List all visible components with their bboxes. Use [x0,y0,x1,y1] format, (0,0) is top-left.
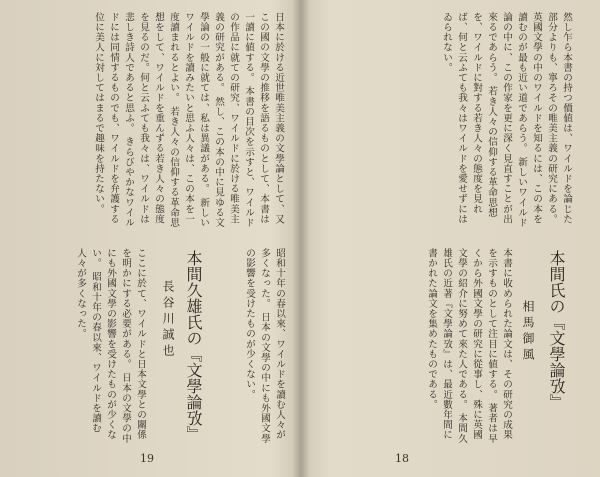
right-page-top-text: 然し乍ら本書の持つ價値は、ワイルドを論じた部分よりも、寧ろその唯美主義の研究にある。 英國文學の中のワイルドを知るには、この本を讀むのが最も近い道であらう。 新しいワイルド論の中に、この作家を更に深く見直すことが出來るであらう。 若き人々の信仰する革命思想を、ワイルドに對する若き人々の態度を見れば、何と云ふても我々はワイルドを愛せずにはゐられない。 [441,12,572,228]
right-review-author: 相馬御風 [521,300,535,364]
right-review-title: 本間氏の『文學論攷』 [547,250,566,410]
right-page-bottom-text: 本書に收められた論文は、その研究の成果を示すものとして注目に値する。 著者は早くから外國文學の研究に從事し、殊に英國文學の紹介に努めて來た人である。 本間久雄氏の近著『文學論攷』は、最近數年間に書かれた論文を集めたものである。 [426,248,512,444]
left-page-bottom-right-text: 昭和十年の春以來、ワイルドを讀む人々が多くなった。 日本の文學の中にも外國文學の影響を受けたものが少くない。 [244,248,285,444]
book-gutter [292,0,310,477]
left-page-bottom-text: ここに於て、ワイルドと日本文學との關係を明かにする必要がある。 日本の文學の中にも外國文學の影響を受けたものが少くない。 昭和十年の春以來、ワイルドを讀む人々が多くなった。 [75,248,146,444]
left-review-title: 本間久雄氏の『文學論攷』 [184,250,203,442]
left-page-number: 19 [140,452,154,465]
left-page-top-text: 日本に於ける近世唯美主義の文學論として、又この國の文學の推移を語るものとして、本書は一讀に値する。 本書の目次を示すと、ワイルドの作品に就ての研究、ワイルドに於ける唯美主義の研究がある。 然し、この本の中に見ゆる文學論の一般に就ては、私は異議がある。 新しいワイルドを讀みたいと思ふ人々は、この本を一度讀まれるとよい。 若き人々の信仰する革命思想をして、ワイルドを重んずる若き人々の態度を見るのだ。何と云ふても我々は、ワイルドは悲しき詩人であると思ふ。 きらびやかなワイルドには同情するものでも、ワイルドを弁護する位に美人に対してはまるで趣味を持たない。 [93,12,284,228]
right-page-number: 18 [395,452,409,465]
left-review-author: 長谷川誠也 [161,280,175,360]
